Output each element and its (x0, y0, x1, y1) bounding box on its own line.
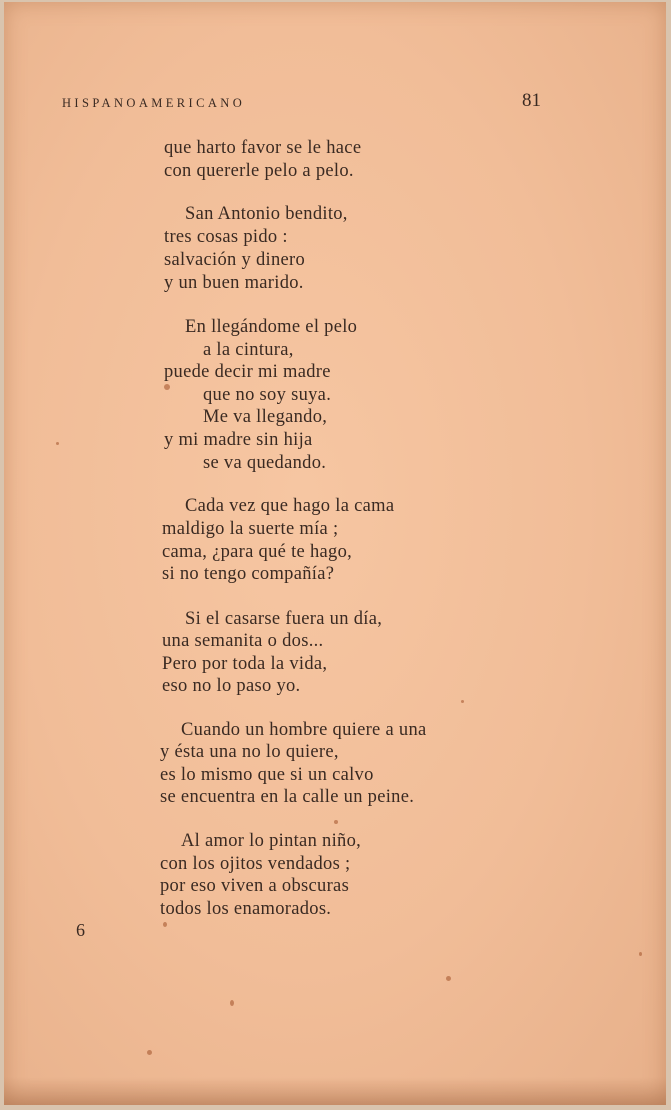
verse-line: y un buen marido. (164, 273, 304, 293)
verse-line: es lo mismo que si un calvo (160, 765, 374, 785)
verse-line: con quererle pelo a pelo. (164, 161, 354, 181)
running-head-title: HISPANOAMERICANO (62, 96, 246, 110)
verse-line: una semanita o dos... (162, 631, 324, 651)
verse-line: con los ojitos vendados ; (160, 854, 351, 874)
verse-line: se encuentra en la calle un peine. (160, 787, 415, 807)
page-number: 81 (522, 90, 541, 111)
verse-line: tres cosas pido : (164, 227, 288, 247)
verse-line: Si el casarse fuera un día, (185, 609, 383, 629)
paper-speck (334, 820, 338, 824)
verse-line: maldigo la suerte mía ; (162, 519, 339, 539)
paper-speck (639, 952, 642, 956)
verse-line: todos los enamorados. (160, 899, 332, 919)
verse-line: se va quedando. (203, 453, 327, 473)
verse-line: eso no lo paso yo. (162, 676, 301, 696)
verse-line: cama, ¿para qué te hago, (162, 542, 353, 562)
verse-line: por eso viven a obscuras (160, 876, 350, 896)
verse-line: si no tengo compañía? (162, 564, 335, 584)
verse-line: y ésta una no lo quiere, (160, 742, 339, 762)
verse-line: Cuando un hombre quiere a una (181, 720, 427, 740)
paper-speck (461, 700, 464, 703)
paper-speck (163, 922, 167, 927)
verse-line: a la cintura, (203, 340, 294, 360)
verse-line: puede decir mi madre (164, 362, 331, 382)
signature-mark: 6 (76, 920, 85, 940)
verse-line: San Antonio bendito, (185, 204, 348, 224)
verse-line: En llegándome el pelo (185, 317, 358, 337)
verse-line: Al amor lo pintan niño, (181, 831, 362, 851)
verse-line: y mi madre sin hija (164, 430, 313, 450)
paper-speck (56, 442, 59, 445)
paper-speck (230, 1000, 234, 1006)
verse-line: Me va llegando, (203, 407, 328, 427)
paper-speck (147, 1050, 152, 1055)
book-page (4, 2, 666, 1105)
verse-line: Pero por toda la vida, (162, 654, 328, 674)
paper-speck (446, 976, 451, 981)
paper-speck (164, 384, 170, 390)
verse-line: salvación y dinero (164, 250, 306, 270)
verse-line: que no soy suya. (203, 385, 332, 405)
verse-line: Cada vez que hago la cama (185, 496, 395, 516)
verse-line: que harto favor se le hace (164, 138, 362, 158)
